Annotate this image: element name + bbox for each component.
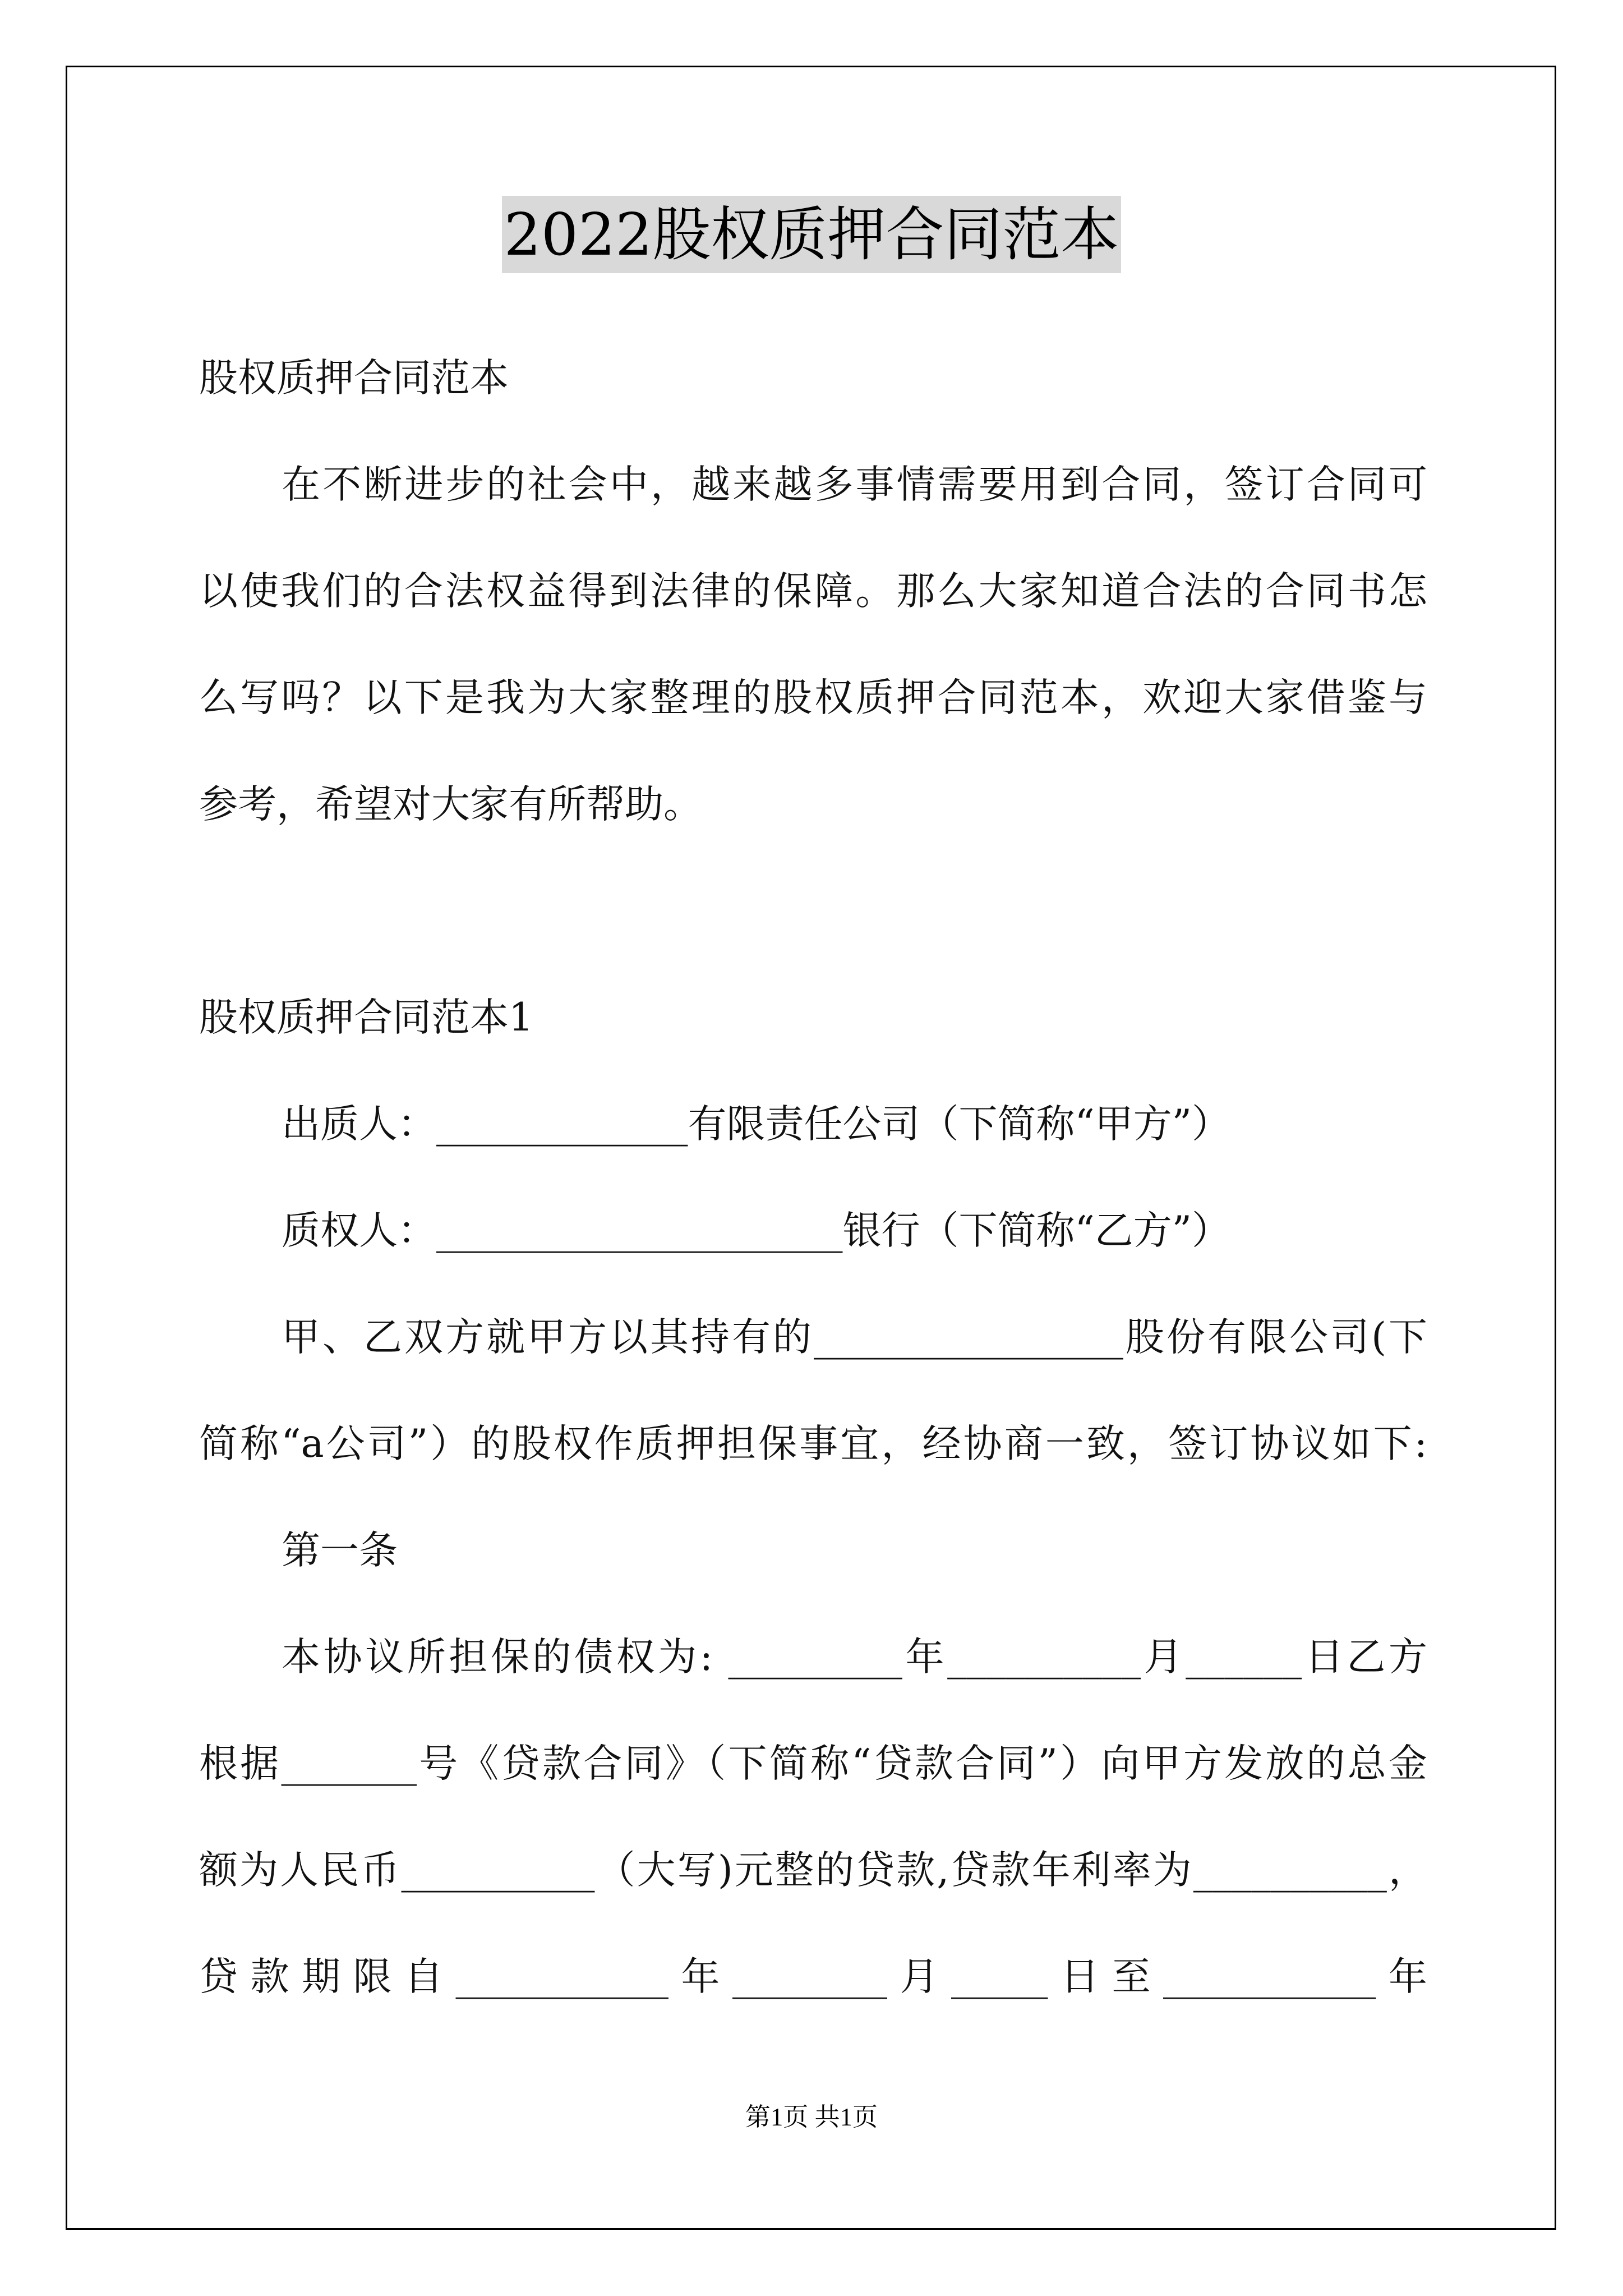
paragraph-line: 根据_______号《贷款合同》（下简称“贷款合同”）向甲方发放的总金 — [199, 1741, 1427, 1786]
paragraph-line: 么写吗？以下是我为大家整理的股权质押合同范本，欢迎大家借鉴与 — [199, 675, 1427, 720]
paragraph-line: 以使我们的合法权益得到法律的保障。那么大家知道合法的合同书怎 — [199, 569, 1427, 614]
paragraph-line: 简称“a公司”）的股权作质押担保事宜，经协商一致，签订协议如下: — [199, 1421, 1427, 1466]
paragraph-line: 本协议所担保的债权为: _________年__________月______日乙方 — [282, 1635, 1427, 1680]
pledgor-line: 出质人：_____________有限责任公司（下简称“甲方”） — [282, 1102, 1231, 1147]
paragraph-line: 参考，希望对大家有所帮助。 — [199, 782, 702, 827]
article-heading: 第一条 — [282, 1528, 398, 1573]
page-footer: 第1页 共1页 — [745, 2103, 878, 2131]
section-heading: 股权质押合同范本1 — [199, 995, 533, 1040]
document-title: 2022股权质押合同范本 — [0, 205, 1623, 264]
paragraph-line: 贷款期限自___________年________月_____日至___________年 — [199, 1954, 1427, 1999]
paragraph-line: 额为人民币__________（大写)元整的贷款,贷款年利率为__________， — [199, 1848, 1427, 1893]
subtitle: 股权质押合同范本 — [199, 356, 509, 401]
paragraph-line: 甲、乙双方就甲方以其持有的________________股份有限公司(下 — [282, 1315, 1427, 1360]
pledgee-line: 质权人：_____________________银行（下简称“乙方”） — [282, 1208, 1231, 1253]
paragraph-line: 在不断进步的社会中，越来越多事情需要用到合同，签订合同可 — [282, 462, 1427, 507]
